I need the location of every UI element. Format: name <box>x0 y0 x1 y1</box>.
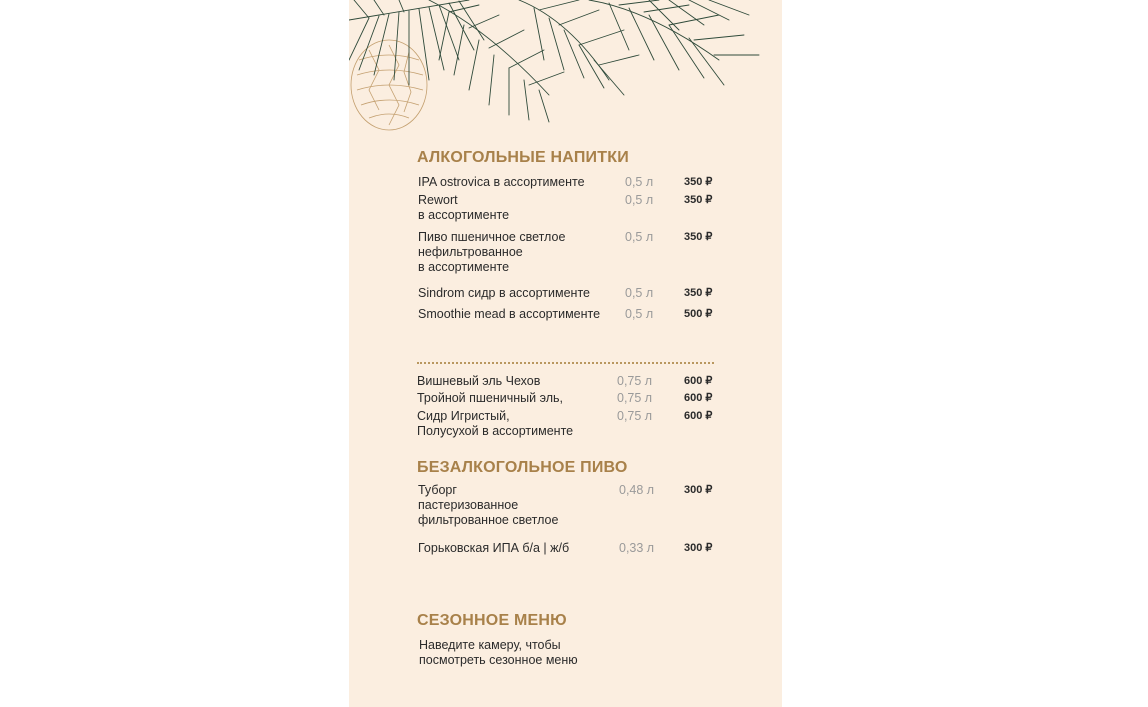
item-volume: 0,33 л <box>619 541 655 555</box>
item-price: 500 ₽ <box>684 308 713 320</box>
item-price: 350 ₽ <box>684 231 713 243</box>
item-name: Сидр Игристый, Полусухой в ассортименте <box>417 409 574 438</box>
item-volume: 0,5 л <box>625 175 654 189</box>
item-name: Rewort в ассортименте <box>418 193 510 222</box>
item-volume: 0,5 л <box>625 193 654 207</box>
item-price: 600 ₽ <box>684 392 713 404</box>
item-volume: 0,5 л <box>625 307 654 321</box>
seasonal-note: Наведите камеру, чтобы посмотреть сезонное меню <box>419 638 578 667</box>
item-name: Sindrom сидр в ассортименте <box>418 286 590 300</box>
menu-item <box>418 193 718 222</box>
pine-branch-icon <box>349 0 782 135</box>
item-price: 350 ₽ <box>684 287 713 299</box>
item-price: 600 ₽ <box>684 410 713 422</box>
menu-item <box>418 541 718 561</box>
section-title-seasonal: СЕЗОННОЕ МЕНЮ <box>417 612 567 629</box>
menu-item <box>418 286 718 306</box>
menu-item <box>417 409 718 438</box>
item-volume: 0,75 л <box>617 409 653 423</box>
item-name: Горьковская ИПА б/а | ж/б <box>418 541 570 555</box>
section-title-alcohol: АЛКОГОЛЬНЫЕ НАПИТКИ <box>417 149 629 166</box>
item-name: Туборг пастеризованное фильтрованное светлое <box>418 483 559 527</box>
item-volume: 0,5 л <box>625 230 654 244</box>
menu-item <box>418 175 718 195</box>
item-price: 300 ₽ <box>684 542 713 554</box>
item-name: Smoothie mead в ассортименте <box>418 307 601 321</box>
item-name: Пиво пшеничное светлое нефильтрованное в ассортименте <box>418 230 566 274</box>
item-volume: 0,75 л <box>617 391 653 405</box>
item-volume: 0,5 л <box>625 286 654 300</box>
item-name: Тройной пшеничный эль, <box>417 391 564 405</box>
menu-item <box>418 391 718 411</box>
item-volume: 0,75 л <box>617 374 653 388</box>
menu-item <box>418 307 718 327</box>
item-price: 300 ₽ <box>684 484 713 496</box>
menu-page <box>349 0 782 707</box>
section-title-nonalcoholic: БЕЗАЛКОГОЛЬНОЕ ПИВО <box>417 459 628 476</box>
pine-cone-icon <box>351 40 427 130</box>
item-name: IPA ostrovica в ассортименте <box>418 175 585 189</box>
menu-item <box>418 483 718 527</box>
item-price: 350 ₽ <box>684 176 713 188</box>
item-price: 350 ₽ <box>684 194 713 206</box>
item-name: Вишневый эль Чехов <box>417 374 541 388</box>
item-volume: 0,48 л <box>619 483 655 497</box>
item-price: 600 ₽ <box>684 375 713 387</box>
menu-item <box>418 230 718 274</box>
dotted-divider <box>417 362 714 364</box>
